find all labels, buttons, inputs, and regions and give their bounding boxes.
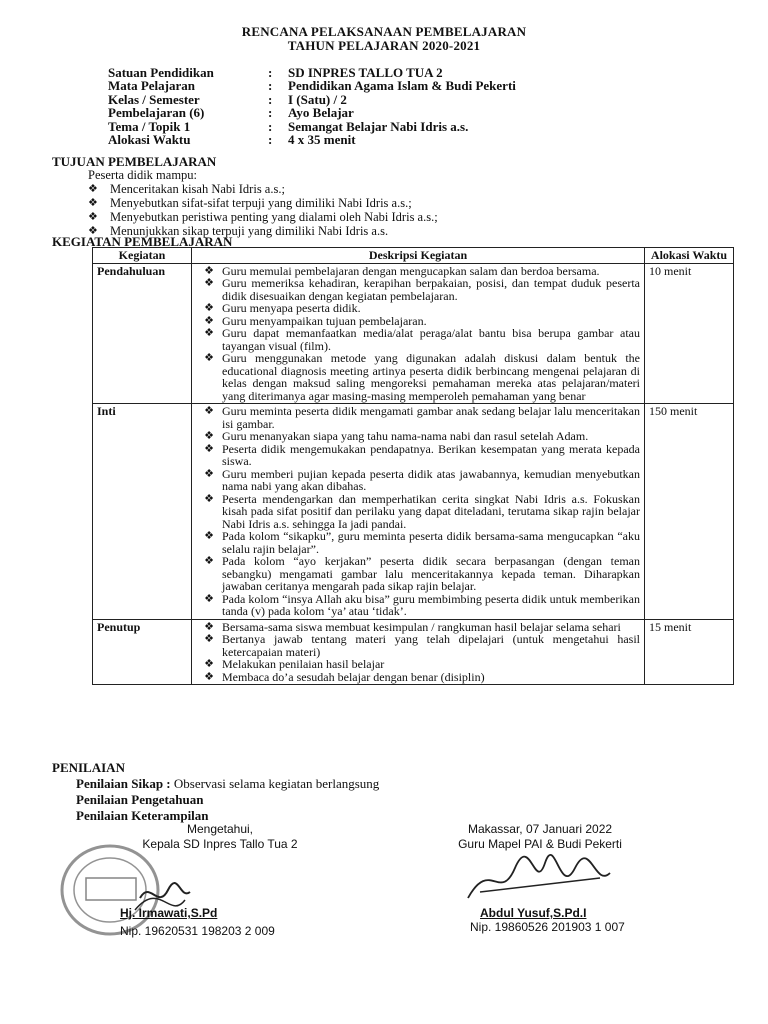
doc-subtitle: TAHUN PELAJARAN 2020-2021 xyxy=(287,38,481,53)
handwritten-signature-icon xyxy=(460,848,620,908)
kegiatan-name: Penutup xyxy=(93,619,192,685)
diamond-bullet-icon: ❖ xyxy=(88,197,98,209)
penilaian-heading: PENILAIAN xyxy=(52,760,125,775)
kegiatan-item: Bertanya jawab tentang materi yang telah dipelajari (untuk mengetahui hasil ketercapaian materi) xyxy=(222,632,640,659)
kegiatan-deskripsi xyxy=(192,404,645,620)
sign-left-line2: Kepala SD Inpres Tallo Tua 2 xyxy=(142,837,298,851)
tujuan-heading: TUJUAN PEMBELAJARAN xyxy=(52,154,217,169)
column-header: Deskripsi Kegiatan xyxy=(192,248,645,264)
diamond-bullet-icon: ❖ xyxy=(204,314,214,327)
kegiatan-item: Pada kolom “sikapku”, guru meminta peserta didik bersama-sama mengucapkan “aku selalu rajin belajar”. xyxy=(222,529,640,556)
kegiatan-item: Guru memeriksa kehadiran, kerapihan berpakaian, posisi, dan tempat duduk peserta didik disesuaikan dengan kegiatan pembelajaran. xyxy=(222,276,640,303)
list-item xyxy=(88,196,438,210)
kegiatan-item: Guru meminta peserta didik mengamati gambar anak sedang belajar lalu menceritakan isi gambar. xyxy=(222,404,640,431)
info-key: Satuan Pendidikan xyxy=(108,65,214,80)
sign-right-name: Abdul Yusuf,S.Pd.I xyxy=(480,906,587,920)
kegiatan-time: 150 menit xyxy=(645,404,734,620)
sign-left-name: Hj. Irmawati,S.Pd xyxy=(120,906,218,920)
diamond-bullet-icon: ❖ xyxy=(204,405,214,417)
info-sep: : xyxy=(268,118,273,134)
info-sep: : xyxy=(268,91,273,107)
kegiatan-item: Guru menanyakan siapa yang tahu nama-nama nabi dan rasul setelah Adam. xyxy=(222,429,589,443)
table-header-row xyxy=(93,248,734,264)
table-row xyxy=(93,619,734,685)
tujuan-intro: Peserta didik mampu: xyxy=(88,168,198,182)
list-item xyxy=(196,277,640,302)
diamond-bullet-icon: ❖ xyxy=(204,555,214,567)
kegiatan-time: 10 menit xyxy=(645,263,734,404)
diamond-bullet-icon: ❖ xyxy=(204,492,214,505)
info-sep: : xyxy=(268,132,273,148)
tujuan-item: Menyebutkan sifat-sifat terpuji yang dimiliki Nabi Idris a.s.; xyxy=(110,196,412,210)
list-item xyxy=(196,468,640,493)
penilaian-keterampilan: Penilaian Keterampilan xyxy=(76,808,209,823)
info-sep: : xyxy=(268,78,273,94)
info-value: Ayo Belajar xyxy=(288,105,354,121)
penilaian-pengetahuan: Penilaian Pengetahuan xyxy=(76,792,204,807)
sign-left-nip: Nip. 19620531 198203 2 009 xyxy=(120,924,275,938)
list-item xyxy=(196,530,640,555)
diamond-bullet-icon: ❖ xyxy=(204,530,214,542)
diamond-bullet-icon: ❖ xyxy=(88,225,98,237)
diamond-bullet-icon: ❖ xyxy=(204,352,214,364)
kegiatan-item: Guru menyampaikan tujuan pembelajaran. xyxy=(222,313,427,328)
info-row xyxy=(108,106,516,119)
kegiatan-item: Guru memberi pujian kepada peserta didik atas jawabannya, kemudian menyebutkan nama nabi yang akan dibahas. xyxy=(222,466,640,493)
tujuan-item: Menunjukkan sikap terpuji yang dimiliki Nabi Idris a.s. xyxy=(110,224,389,238)
info-sep: : xyxy=(268,105,273,121)
list-item xyxy=(196,658,640,671)
list-item xyxy=(88,182,438,196)
info-row xyxy=(108,93,516,106)
kegiatan-item: Guru menggunakan metode yang digunakan adalah diskusi dalam bentuk the educational diagnosis meeting artinya peserta didik berbincang mengenai pelajaran di kelas dengan maksud saling mengoreksi pemahaman mereka atas pelajaran/materi yang diterimanya agar masing-masing memperoleh pemahaman yang benar xyxy=(222,351,640,403)
kegiatan-heading: KEGIATAN PEMBELAJARAN xyxy=(52,234,233,249)
kegiatan-item: Peserta didik mengemukakan pendapatnya. Berikan kesempatan yang merata kepada siswa. xyxy=(222,441,640,468)
list-item xyxy=(196,593,640,618)
tujuan-list xyxy=(88,168,438,238)
kegiatan-item: Melakukan penilaian hasil belajar xyxy=(222,657,385,671)
tujuan-item: Menceritakan kisah Nabi Idris a.s.; xyxy=(110,182,285,196)
kegiatan-item: Pada kolom “insya Allah aku bisa” guru membimbing peserta didik untuk memberikan tanda (v) pada kolom ‘ya’ atau ‘tidak’. xyxy=(222,591,640,618)
list-item xyxy=(196,443,640,468)
diamond-bullet-icon: ❖ xyxy=(204,670,214,683)
kegiatan-name: Inti xyxy=(93,404,192,620)
diamond-bullet-icon: ❖ xyxy=(204,592,214,605)
column-header: Alokasi Waktu xyxy=(645,248,734,264)
list-item xyxy=(196,671,640,684)
kegiatan-item: Guru menyapa peserta didik. xyxy=(222,301,361,315)
info-value: I (Satu) / 2 xyxy=(288,91,347,107)
info-row xyxy=(108,66,516,79)
info-value: 4 x 35 menit xyxy=(288,132,356,148)
diamond-bullet-icon: ❖ xyxy=(204,327,214,339)
sign-right-line1: Makassar, 07 Januari 2022 xyxy=(467,822,613,836)
list-item xyxy=(196,430,640,443)
kegiatan-item: Guru dapat memanfaatkan media/alat peraga/alat bantu bisa berupa gambar atau tayangan visual (film). xyxy=(222,326,640,353)
list-item xyxy=(196,493,640,531)
kegiatan-table xyxy=(92,247,734,685)
penilaian-sikap-text: Observasi selama kegiatan berlangsung xyxy=(170,776,380,791)
kegiatan-time: 15 menit xyxy=(645,619,734,685)
diamond-bullet-icon: ❖ xyxy=(204,442,214,455)
info-key: Tema / Topik 1 xyxy=(108,118,191,134)
kegiatan-item: Bersama-sama siswa membuat kesimpulan / rangkuman hasil belajar selama sehari xyxy=(222,619,621,634)
tujuan-item: Menyebutkan peristiwa penting yang dialami oleh Nabi Idris a.s.; xyxy=(110,210,438,224)
diamond-bullet-icon: ❖ xyxy=(204,264,214,277)
diamond-bullet-icon: ❖ xyxy=(204,620,214,633)
list-item xyxy=(196,405,640,430)
list-item xyxy=(196,302,640,315)
kegiatan-item: Membaca do’a sesudah belajar dengan benar (disiplin) xyxy=(222,669,485,684)
diamond-bullet-icon: ❖ xyxy=(204,633,214,645)
kegiatan-name: Pendahuluan xyxy=(93,263,192,404)
list-item xyxy=(88,210,438,224)
doc-title: RENCANA PELAKSANAAN PEMBELAJARAN xyxy=(241,24,527,39)
list-item xyxy=(196,352,640,402)
table-row xyxy=(93,263,734,404)
info-value: Pendidikan Agama Islam & Budi Pekerti xyxy=(288,78,516,94)
diamond-bullet-icon: ❖ xyxy=(204,277,214,289)
info-key: Mata Pelajaran xyxy=(108,78,196,94)
info-value: Semangat Belajar Nabi Idris a.s. xyxy=(288,118,469,134)
kegiatan-deskripsi xyxy=(192,619,645,685)
sign-left-line1: Mengetahui, xyxy=(186,822,254,836)
info-block xyxy=(108,66,516,146)
table-row xyxy=(93,404,734,620)
diamond-bullet-icon: ❖ xyxy=(88,183,98,195)
list-item xyxy=(196,633,640,658)
diamond-bullet-icon: ❖ xyxy=(204,302,214,314)
diamond-bullet-icon: ❖ xyxy=(88,211,98,223)
info-row xyxy=(108,133,516,146)
column-header: Kegiatan xyxy=(93,248,192,264)
diamond-bullet-icon: ❖ xyxy=(204,430,214,442)
sign-right-nip: Nip. 19860526 201903 1 007 xyxy=(470,920,625,934)
penilaian-block xyxy=(52,760,379,824)
info-row xyxy=(108,79,516,92)
penilaian-sikap xyxy=(52,776,379,792)
list-item xyxy=(196,555,640,593)
penilaian-sikap-label: Penilaian Sikap : xyxy=(76,776,171,791)
info-key: Kelas / Semester xyxy=(108,91,200,107)
info-sep: : xyxy=(268,65,273,80)
kegiatan-deskripsi xyxy=(192,263,645,404)
diamond-bullet-icon: ❖ xyxy=(204,658,214,670)
sign-right-line2: Guru Mapel PAI & Budi Pekerti xyxy=(458,837,622,851)
list-item xyxy=(196,327,640,352)
kegiatan-item: Peserta mendengarkan dan memperhatikan cerita singkat Nabi Idris a.s. Fokuskan kisah pada sifat positif dan perilaku yang dapat diteladani, terutama sikap rajin belajar Nabi Idris a.s. sehingga Ia jadi pandai. xyxy=(222,491,640,531)
info-value: SD INPRES TALLO TUA 2 xyxy=(288,65,443,80)
info-key: Alokasi Waktu xyxy=(108,132,191,148)
kegiatan-item: Pada kolom “ayo kerjakan” peserta didik secara berpasangan (dengan teman sebangku) mengamati gambar lalu menceritakannya kepada teman. Diharapkan jawaban ceritanya mengarah pada sikap rajin belajar. xyxy=(222,554,640,593)
info-row xyxy=(108,120,516,133)
diamond-bullet-icon: ❖ xyxy=(204,467,214,480)
info-key: Pembelajaran (6) xyxy=(108,105,205,121)
kegiatan-item: Guru memulai pembelajaran dengan mengucapkan salam dan berdoa bersama. xyxy=(222,263,600,278)
